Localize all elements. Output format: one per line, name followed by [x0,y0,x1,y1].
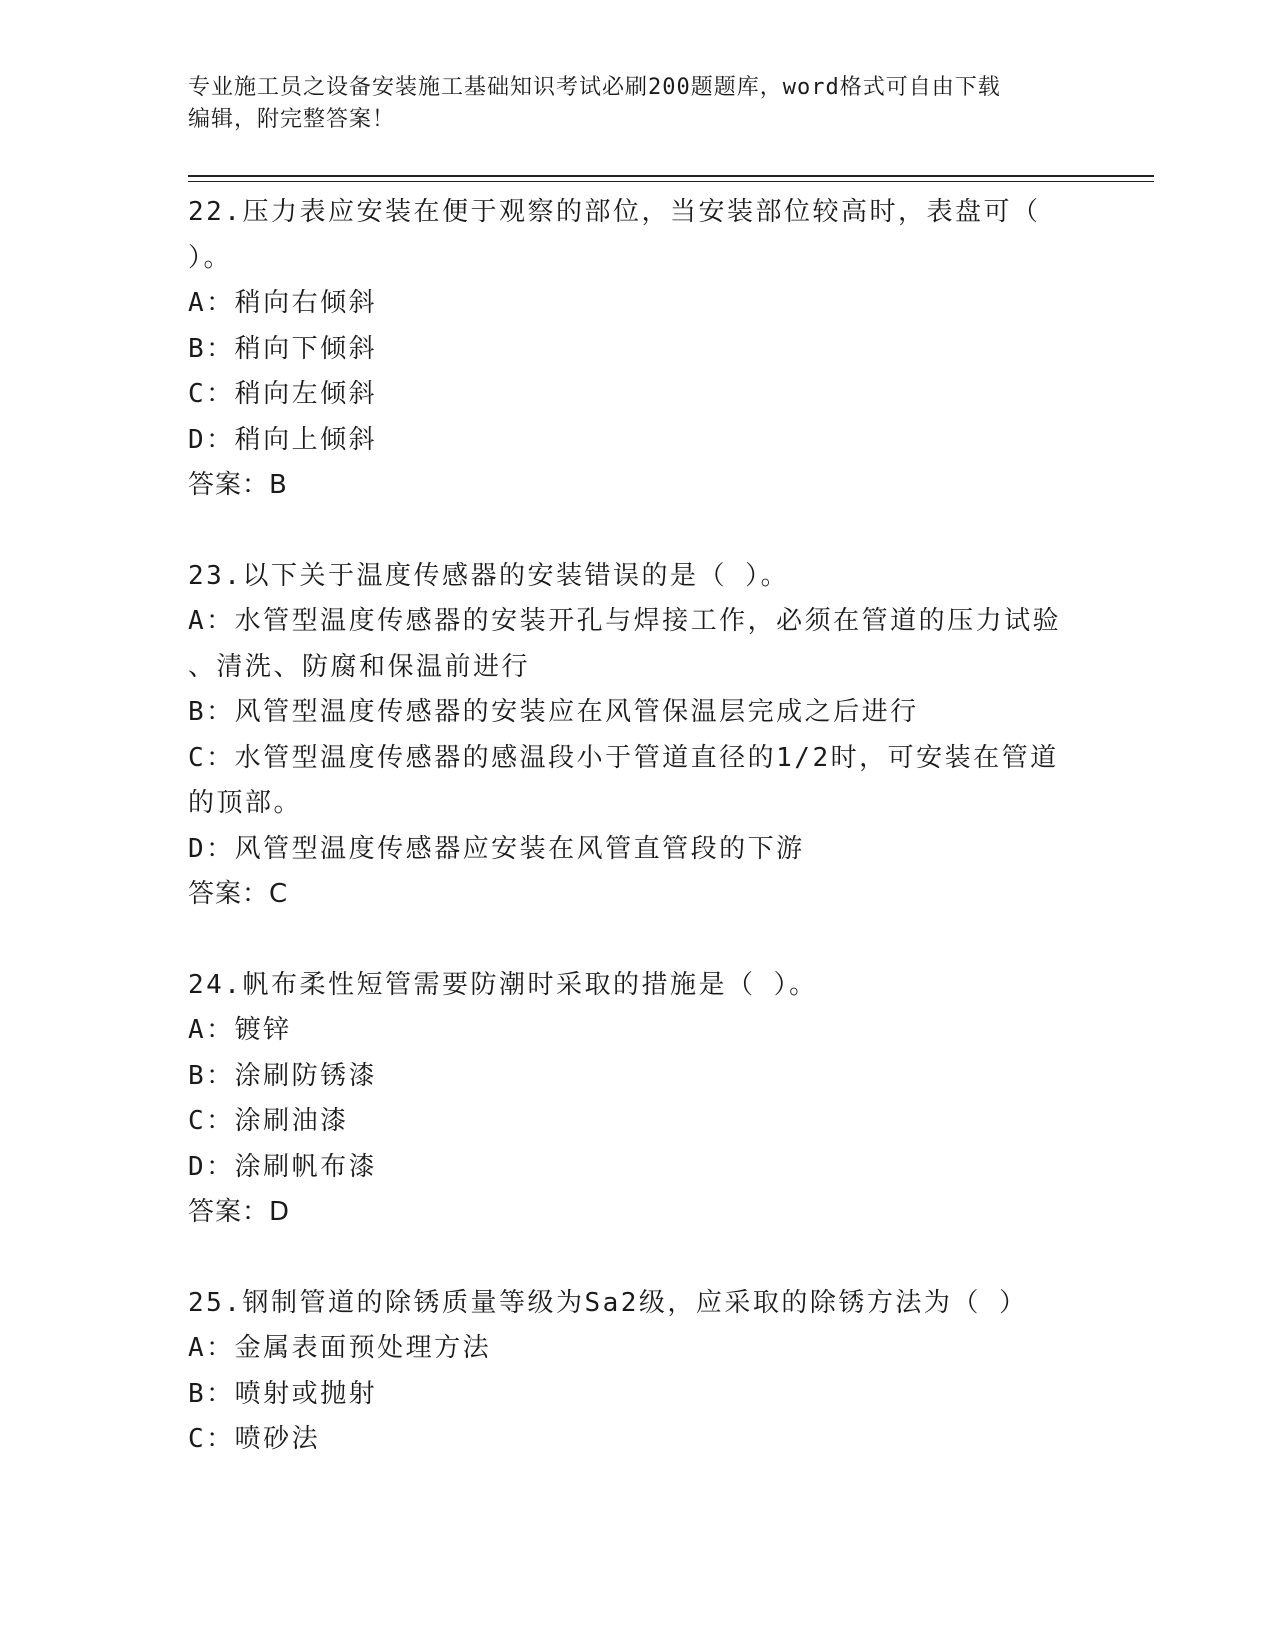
option-c: C：喷砂法 [188,1424,321,1454]
option-d: D：稍向上倾斜 [188,424,378,455]
option-c-continued: 的顶部。 [188,788,303,818]
question-list [188,190,1088,1463]
option-d: D：涂刷帆布漆 [188,1151,378,1182]
question-stem [188,190,1088,281]
option-a-continued: 、清洗、防腐和保温前进行 [188,651,531,682]
option-c: C：稍向左倾斜 [188,379,378,409]
option-c: C：涂刷油漆 [188,1106,349,1136]
option-b: B：喷射或抛射 [188,1378,378,1409]
document-header [188,72,1068,136]
option-a: A：镀锌 [188,1015,292,1045]
answer-text: 答案：D [188,1197,291,1227]
question-24 [188,963,1088,1236]
question-stem: 23.以下关于温度传感器的安装错误的是（ ）。 [188,560,790,591]
option-a: A：水管型温度传感器的安装开孔与焊接工作，必须在管道的压力试验 [188,606,1062,636]
question-stem-line: 22.压力表应安装在便于观察的部位，当安装部位较高时，表盘可（ [188,197,1041,227]
option-b: B：涂刷防锈漆 [188,1060,378,1091]
option-c: C：水管型温度传感器的感温段小于管道直径的1/2时，可安装在管道 [188,742,1059,773]
header-divider [188,175,1154,177]
question-stem: 25.钢制管道的除锈质量等级为Sa2级，应采取的除锈方法为（ ） [188,1287,1028,1318]
header-divider-thin [188,181,1154,182]
option-a: A：金属表面预处理方法 [188,1333,492,1363]
option-b: B：风管型温度传感器的安装应在风管保温层完成之后进行 [188,697,919,727]
question-25 [188,1281,1088,1463]
option-d: D：风管型温度传感器应安装在风管直管段的下游 [188,833,805,864]
question-stem-line: ）。 [188,242,233,273]
question-23 [188,554,1088,918]
answer-text: 答案：C [188,879,289,909]
header-line-1: 专业施工员之设备安装施工基础知识考试必刷200题题库，word格式可自由下载 [188,75,1001,100]
question-22 [188,190,1088,509]
answer-text: 答案：B [188,470,288,500]
header-line-2: 编辑，附完整答案！ [188,107,396,132]
option-a: A：稍向右倾斜 [188,288,378,318]
option-b: B：稍向下倾斜 [188,333,378,364]
question-stem: 24.帆布柔性短管需要防潮时采取的措施是（ ）。 [188,969,818,1000]
